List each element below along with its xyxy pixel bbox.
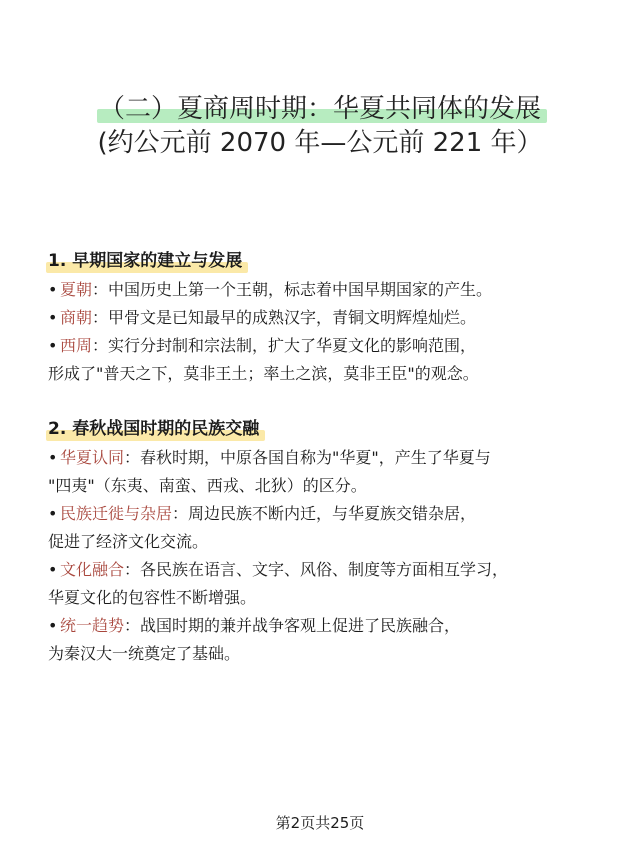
- item-text-continued: 为秦汉大一统奠定了基础。: [48, 644, 241, 663]
- item-text: 中国历史上第一个王朝，标志着中国早期国家的产生。: [108, 280, 493, 299]
- list-item: [48, 556, 608, 612]
- item-text-continued: 促进了经济文化交流。: [48, 532, 209, 551]
- bullet: •: [48, 308, 58, 327]
- list-item: [48, 276, 608, 304]
- list-item: [48, 332, 608, 388]
- section-early-states: [48, 246, 608, 388]
- item-separator: ：: [172, 504, 189, 523]
- item-text: 实行分封制和宗法制，扩大了华夏文化的影响范围，: [108, 336, 477, 355]
- list-item: [48, 304, 608, 332]
- item-text: 战国时期的兼并战争客观上促进了民族融合，: [140, 616, 461, 635]
- list-item: [48, 612, 608, 668]
- section-heading: 1. 早期国家的建立与发展: [48, 246, 242, 276]
- bullet: •: [48, 448, 58, 467]
- item-separator: ：: [92, 280, 109, 299]
- section-ethnic-fusion: [48, 414, 608, 668]
- title-block: [0, 92, 640, 160]
- item-separator: ：: [92, 336, 109, 355]
- item-text: 周边民族不断内迁，与华夏族交错杂居，: [188, 504, 477, 523]
- item-text-continued: "四夷"（东夷、南蛮、西戎、北狄）的区分。: [48, 476, 367, 495]
- page-subtitle: (约公元前 2070 年—公元前 221 年）: [97, 128, 543, 158]
- item-text: 春秋时期，中原各国自称为"华夏"，产生了华夏与: [140, 448, 491, 467]
- item-label: 西周: [60, 336, 93, 355]
- section-heading: 2. 春秋战国时期的民族交融: [48, 414, 259, 444]
- item-label: 文化融合: [60, 560, 125, 579]
- item-separator: ：: [124, 560, 141, 579]
- page-title-text: （二）夏商周时期：华夏共同体的发展: [98, 94, 541, 124]
- bullet: •: [48, 336, 58, 355]
- bullet: •: [48, 280, 58, 299]
- item-text-continued: 华夏文化的包容性不断增强。: [48, 588, 257, 607]
- bullet: •: [48, 616, 58, 635]
- item-label: 华夏认同: [60, 448, 125, 467]
- item-separator: ：: [124, 616, 141, 635]
- content: [48, 246, 608, 694]
- page-title: [99, 92, 541, 126]
- item-text: 甲骨文是已知最早的成熟汉字，青铜文明辉煌灿烂。: [108, 308, 477, 327]
- item-label: 商朝: [60, 308, 93, 327]
- item-label: 民族迁徙与杂居: [60, 504, 173, 523]
- bullet: •: [48, 504, 58, 523]
- item-separator: ：: [124, 448, 141, 467]
- list-item: [48, 444, 608, 500]
- list-item: [48, 500, 608, 556]
- item-text: 各民族在语言、文字、风俗、制度等方面相互学习，: [140, 560, 509, 579]
- item-separator: ：: [92, 308, 109, 327]
- bullet: •: [48, 560, 58, 579]
- page-number: 第2页共25页: [275, 814, 365, 832]
- item-text-continued: 形成了"普天之下，莫非王土；率土之滨，莫非王臣"的观念。: [48, 364, 479, 383]
- item-label: 夏朝: [60, 280, 93, 299]
- item-label: 统一趋势: [60, 616, 125, 635]
